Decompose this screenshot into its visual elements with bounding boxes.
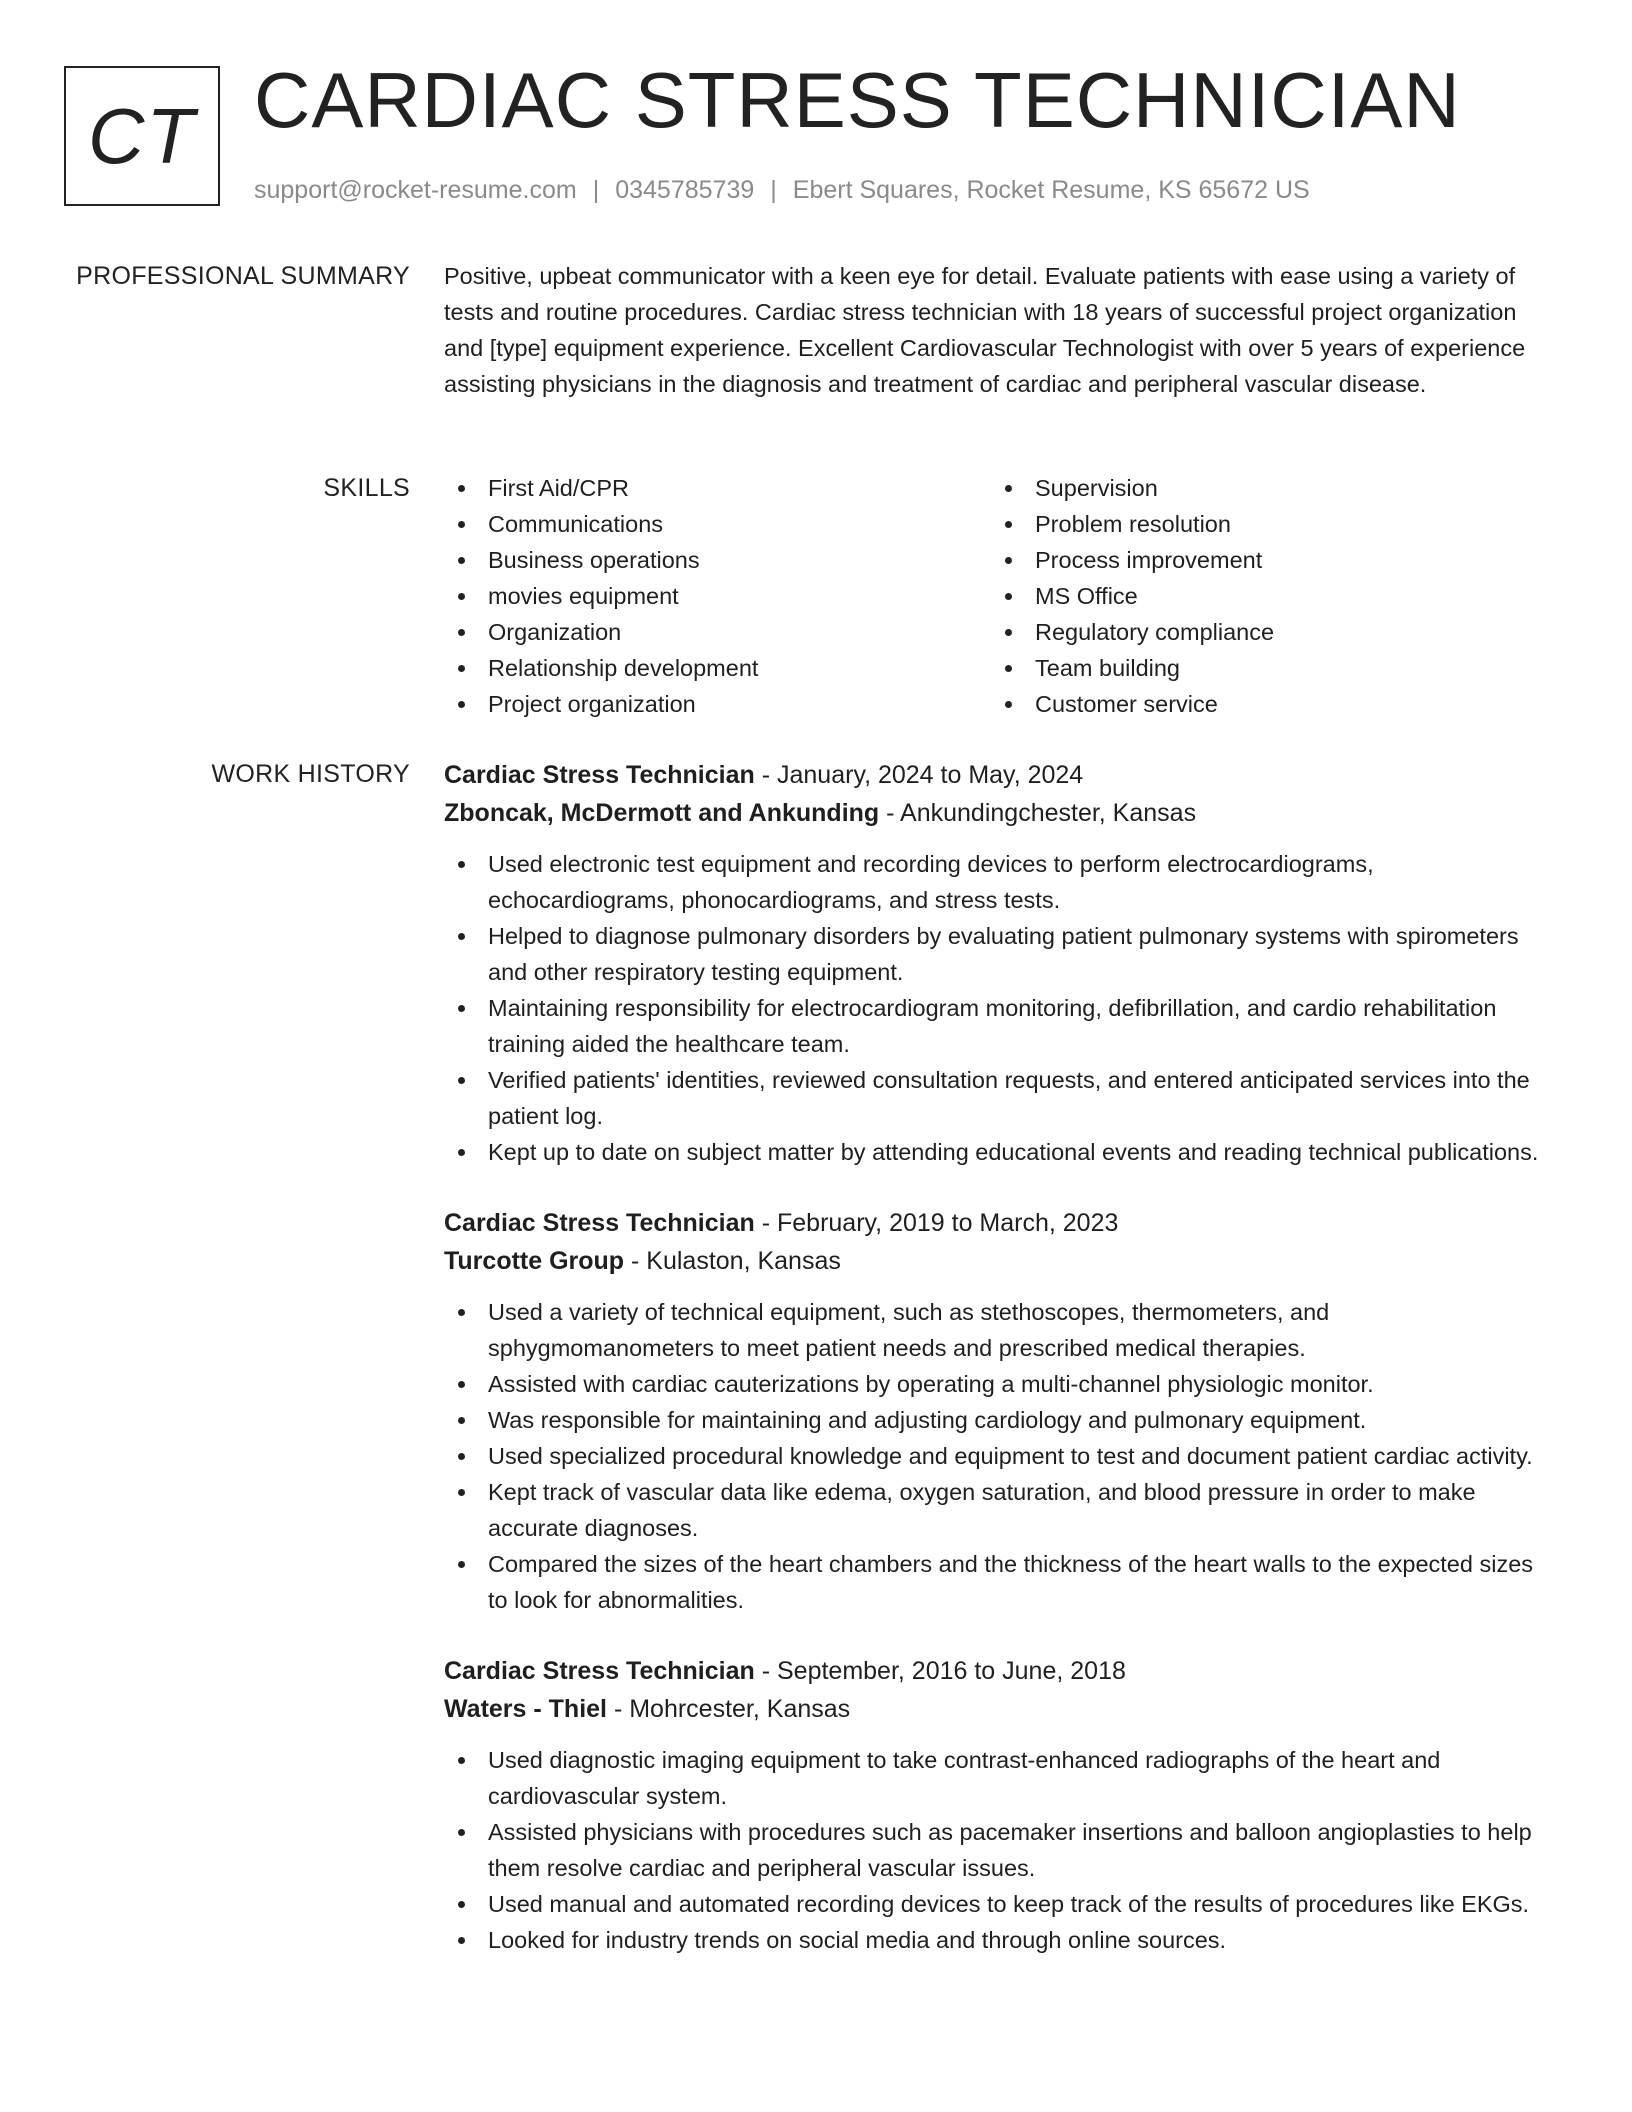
job-title-line (444, 1204, 1554, 1242)
job-title-line (444, 1652, 1554, 1690)
page-title: CARDIAC STRESS TECHNICIAN (254, 56, 1461, 144)
job-entry (444, 1204, 1554, 1618)
job-bullet: Used electronic test equipment and recording devices to perform electrocardiograms, echocardiograms, phonocardiograms, and stress tests. (444, 846, 1554, 918)
skill-item: Regulatory compliance (991, 614, 1538, 650)
job-location: - Kulaston, Kansas (624, 1247, 841, 1275)
skills-column-left (444, 470, 991, 722)
job-entry (444, 1652, 1554, 1958)
skill-item: Customer service (991, 686, 1538, 722)
professional-summary-section (0, 258, 1632, 402)
job-company: Turcotte Group (444, 1247, 625, 1275)
job-title: Cardiac Stress Technician (444, 761, 755, 789)
job-bullets (444, 1742, 1554, 1958)
skill-item: First Aid/CPR (444, 470, 991, 506)
job-title: Cardiac Stress Technician (444, 1657, 755, 1685)
job-bullet: Helped to diagnose pulmonary disorders by evaluating patient pulmonary systems with spirometers and other respiratory testing equipment. (444, 918, 1554, 990)
job-dates: - September, 2016 to June, 2018 (754, 1657, 1126, 1685)
job-dates: - January, 2024 to May, 2024 (754, 761, 1084, 789)
section-label: SKILLS (323, 474, 410, 502)
skills-section (0, 470, 1632, 722)
job-company-line (444, 1690, 1554, 1728)
contact-address: Ebert Squares, Rocket Resume, KS 65672 US (792, 176, 1310, 204)
contact-separator: | (770, 176, 777, 204)
job-company-line (444, 1242, 1554, 1280)
job-bullet: Looked for industry trends on social media and through online sources. (444, 1922, 1554, 1958)
work-history-section (0, 756, 1632, 1992)
job-title: Cardiac Stress Technician (444, 1209, 755, 1237)
job-bullet: Compared the sizes of the heart chambers and the thickness of the heart walls to the expected sizes to look for abnormalities. (444, 1546, 1554, 1618)
contact-separator: | (592, 176, 600, 204)
skill-item: Relationship development (444, 650, 991, 686)
job-bullets (444, 846, 1554, 1170)
skill-item: movies equipment (444, 578, 991, 614)
skill-item: MS Office (991, 578, 1538, 614)
job-bullet: Kept track of vascular data like edema, oxygen saturation, and blood pressure in order to make accurate diagnoses. (444, 1474, 1554, 1546)
contact-line (254, 172, 1310, 208)
skill-item: Project organization (444, 686, 991, 722)
job-bullet: Used specialized procedural knowledge and equipment to test and document patient cardiac activity. (444, 1438, 1554, 1474)
job-bullet: Was responsible for maintaining and adjusting cardiology and pulmonary equipment. (444, 1402, 1554, 1438)
job-bullet: Used a variety of technical equipment, such as stethoscopes, thermometers, and sphygmomanometers to meet patient needs and prescribed medical therapies. (444, 1294, 1554, 1366)
job-bullet: Used manual and automated recording devices to keep track of the results of procedures like EKGs. (444, 1886, 1554, 1922)
skill-item: Communications (444, 506, 991, 542)
job-bullet: Maintaining responsibility for electrocardiogram monitoring, defibrillation, and cardio rehabilitation training aided the healthcare team. (444, 990, 1554, 1062)
section-label: WORK HISTORY (211, 760, 410, 788)
job-company: Zboncak, McDermott and Ankunding (444, 799, 880, 827)
job-bullet: Used diagnostic imaging equipment to take contrast-enhanced radiographs of the heart and cardiovascular system. (444, 1742, 1554, 1814)
monogram: CT (64, 66, 220, 206)
summary-text: Positive, upbeat communicator with a keen eye for detail. Evaluate patients with ease using a variety of tests and routine procedures. Cardiac stress technician with 18 years of successful project organization and [type] equipment experience. Excellent Cardiovascular Technologist with over 5 years of experience assisting physicians in the diagnosis and treatment of cardiac and peripheral vascular disease. (444, 263, 1526, 397)
skill-item: Team building (991, 650, 1538, 686)
job-bullets (444, 1294, 1554, 1618)
job-dates: - February, 2019 to March, 2023 (754, 1209, 1119, 1237)
job-company-line (444, 794, 1554, 832)
job-entry (444, 756, 1554, 1170)
job-list (444, 756, 1554, 1992)
skill-item: Business operations (444, 542, 991, 578)
job-bullet: Verified patients' identities, reviewed consultation requests, and entered anticipated services into the patient log. (444, 1062, 1554, 1134)
job-bullet: Kept up to date on subject matter by attending educational events and reading technical publications. (444, 1134, 1554, 1170)
skill-item: Organization (444, 614, 991, 650)
job-bullet: Assisted physicians with procedures such as pacemaker insertions and balloon angioplasties to help them resolve cardiac and peripheral vascular issues. (444, 1814, 1554, 1886)
job-location: - Mohrcester, Kansas (607, 1695, 851, 1723)
job-bullet: Assisted with cardiac cauterizations by operating a multi-channel physiologic monitor. (444, 1366, 1554, 1402)
skills-list (444, 470, 1554, 722)
contact-email[interactable]: support@rocket-resume.com (254, 176, 577, 204)
section-label: PROFESSIONAL SUMMARY (76, 262, 410, 290)
skill-item: Process improvement (991, 542, 1538, 578)
contact-phone[interactable]: 0345785739 (615, 176, 755, 204)
job-location: - Ankundingchester, Kansas (879, 799, 1197, 827)
skill-item: Supervision (991, 470, 1538, 506)
skill-item: Problem resolution (991, 506, 1538, 542)
job-company: Waters - Thiel (444, 1695, 607, 1723)
skills-column-right (991, 470, 1538, 722)
job-title-line (444, 756, 1554, 794)
